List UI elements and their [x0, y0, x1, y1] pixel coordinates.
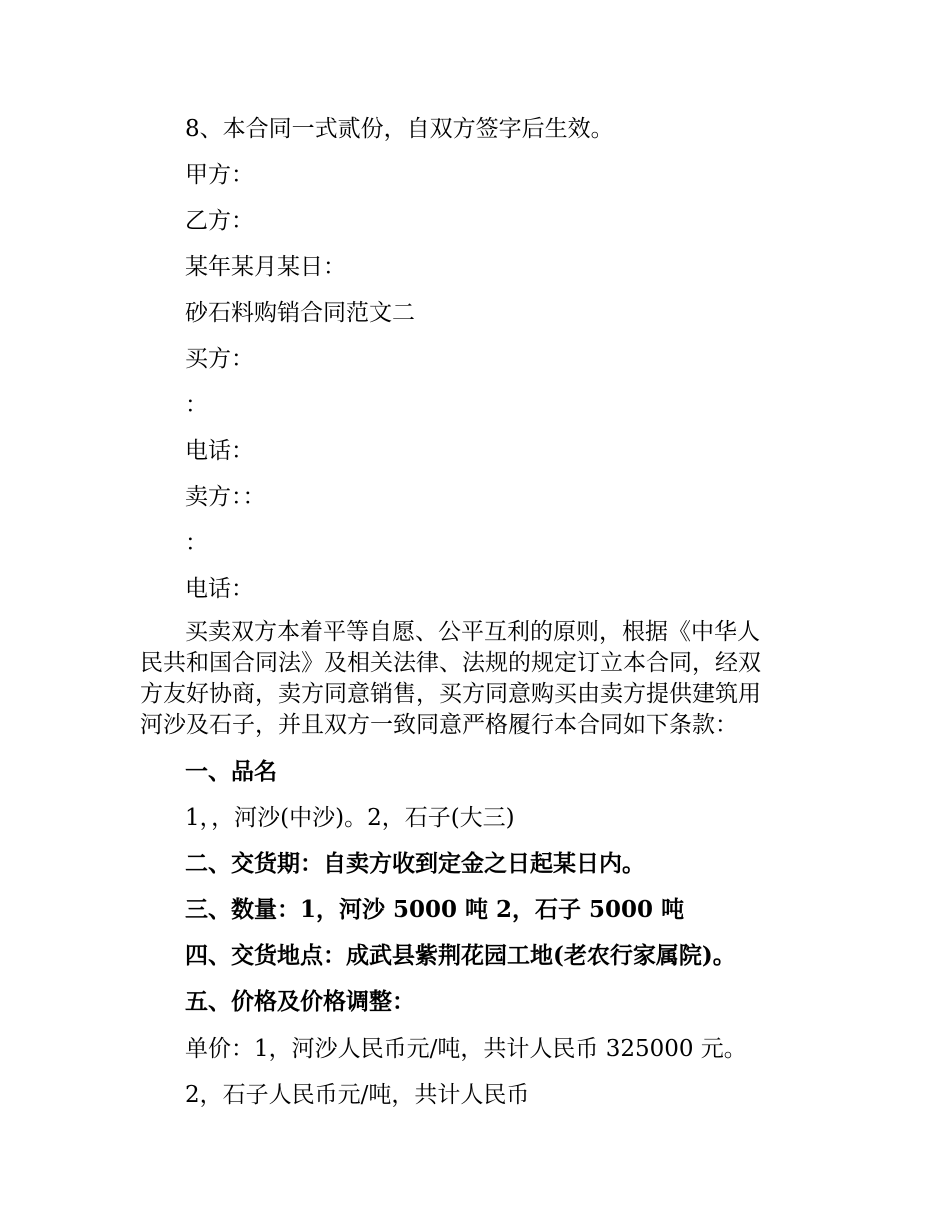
preamble-paragraph: [140, 617, 820, 741]
buyer-phone-label: 电话：: [185, 438, 254, 464]
seller-phone-label: 电话：: [185, 576, 254, 602]
price-line-2: 2，石子人民币元/吨，共计人民币: [185, 1082, 530, 1108]
section-3-quantity: 三、数量：1，河沙 5000 吨 2，石子 5000 吨: [185, 896, 685, 923]
document-subtitle: 砂石料购销合同范文二: [185, 300, 415, 326]
section-2-delivery-period: 二、交货期：自卖方收到定金之日起某日内。: [185, 850, 645, 877]
section-4-delivery-location: 四、交货地点：成武县紫荆花园工地(老农行家属院)。: [185, 942, 736, 969]
clause-8-effective: 8、本合同一式贰份，自双方签字后生效。: [185, 116, 614, 142]
buyer-blank-field: ：: [185, 392, 208, 418]
seller-blank-field: ：: [185, 530, 208, 556]
buyer-label: 买方：: [185, 346, 254, 372]
preamble-line: 买卖双方本着平等自愿、公平互利的原则，根据《中华人: [185, 619, 760, 645]
preamble-line: 民共和国合同法》及相关法律、法规的规定订立本合同，经双: [140, 650, 761, 676]
preamble-line: 河沙及石子，并且双方一致同意严格履行本合同如下条款：: [140, 712, 738, 738]
section-1-content: 1，，河沙(中沙)。2，石子(大三): [185, 805, 515, 831]
section-1-heading: 一、品名: [185, 758, 277, 785]
date-label: 某年某月某日：: [185, 254, 346, 280]
section-5-heading: 五、价格及价格调整：: [185, 988, 415, 1015]
price-line-1: 单价：1，河沙人民币元/吨，共计人民币 325000 元。: [185, 1036, 747, 1062]
preamble-line: 方友好协商，卖方同意销售，买方同意购买由卖方提供建筑用: [140, 681, 761, 707]
party-a-label: 甲方：: [185, 162, 254, 188]
seller-label: 卖方：：: [185, 484, 266, 510]
party-b-label: 乙方：: [185, 208, 254, 234]
